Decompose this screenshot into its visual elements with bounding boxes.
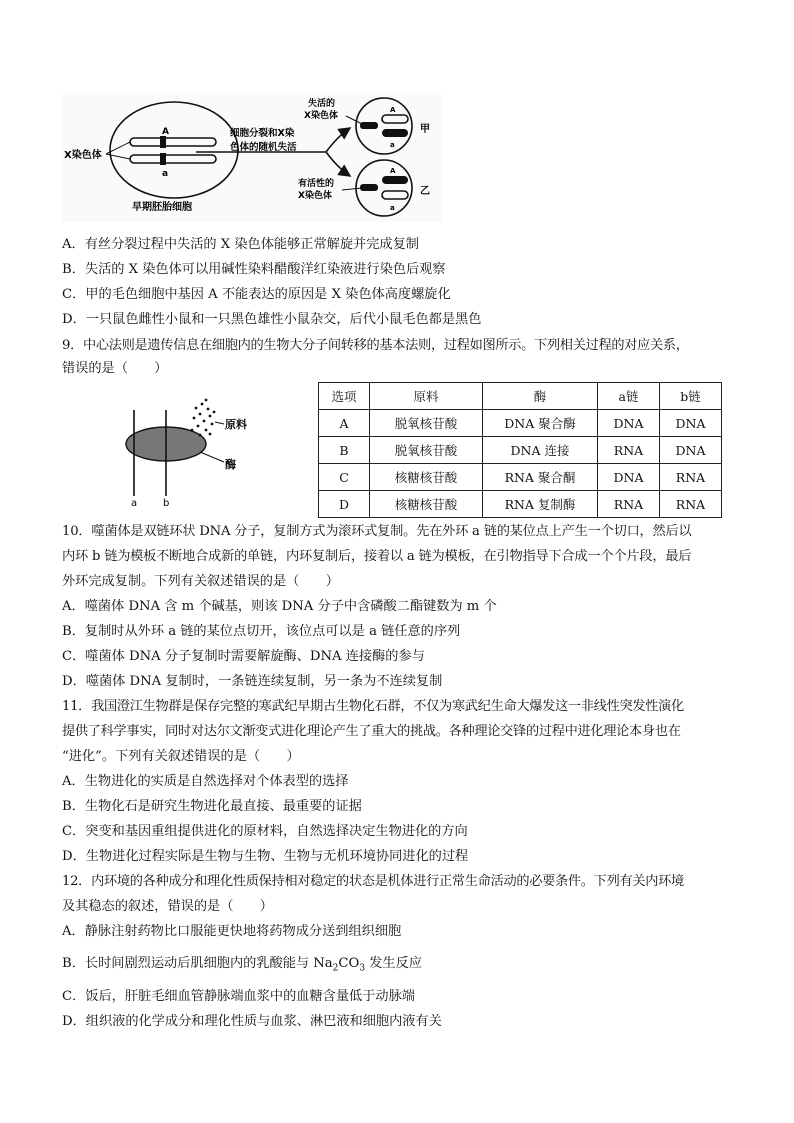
arrow-text-1: 细胞分裂和X染 — [230, 128, 295, 139]
cell-jia-label: 甲 — [420, 124, 430, 135]
svg-text:A: A — [390, 106, 396, 114]
active-x-label-2: X染色体 — [298, 191, 332, 201]
active-x-label-1: 有活性的 — [298, 179, 335, 189]
q11-stem-line3: “进化”。下列有关叙述错误的是（ ） — [62, 749, 300, 764]
q11-option-c: C．突变和基因重组提供进化的原材料，自然选择决定生物进化的方向 — [62, 824, 468, 839]
q12-option-b — [62, 955, 422, 978]
svg-text:a: a — [390, 204, 395, 212]
q12-option-a: A．静脉注射药物比口服能更快地将药物成分送到组织细胞 — [62, 924, 402, 939]
strand-b-label: b — [163, 498, 170, 506]
formula-sub-2: 2 — [332, 963, 339, 974]
x-chromosome-label: X染色体 — [64, 150, 102, 161]
q10-stem-line1: 10．噬菌体是双链环状 DNA 分子，复制方式为滚环式复制。先在外环 a 链的某位点上产生一个切口，然后以 — [62, 524, 692, 539]
q10-option-a: A．噬菌体 DNA 含 m 个碱基，则该 DNA 分子中含磷酸二酯键数为 m 个 — [62, 599, 497, 614]
q8-option-b: B．失活的 X 染色体可以用碱性染料醋酸洋红染液进行染色后观察 — [62, 262, 446, 277]
table-cell: RNA 聚合酮 — [483, 464, 598, 491]
table-header: 原料 — [370, 383, 483, 410]
table-cell: DNA — [598, 464, 660, 491]
q12-stem-line2: 及其稳态的叙述，错误的是（ ） — [62, 899, 273, 914]
q10-stem-line2: 内环 b 链为模板不断地合成新的单链，内环复制后，接着以 a 链为模板，在引物指导下合成一个个片段，最后 — [62, 549, 692, 564]
inactive-x-label-1: 失活的 — [308, 99, 336, 109]
strand-a-label: a — [131, 498, 138, 506]
q11-option-b: B．生物化石是研究生物进化最直接、最重要的证据 — [62, 799, 362, 814]
q11-option-d: D．生物进化过程实际是生物与生物、生物与无机环境协同进化的过程 — [62, 849, 469, 864]
table-cell: 核糖核苷酸 — [370, 464, 483, 491]
arrow-text-2: 色体的随机失活 — [230, 142, 297, 153]
gene-a-label: a — [162, 169, 169, 179]
table-cell: RNA — [660, 491, 722, 518]
q10-stem-line3: 外环完成复制。下列有关叙述错误的是（ ） — [62, 574, 339, 589]
q8-option-d: D．一只鼠色雌性小鼠和一只黑色雄性小鼠杂交，后代小鼠毛色都是黑色 — [62, 312, 482, 327]
cell-yi-label: 乙 — [420, 186, 430, 197]
table-cell: RNA — [660, 464, 722, 491]
table-cell: DNA 连接 — [483, 437, 598, 464]
table-cell: B — [319, 437, 370, 464]
table-cell: DNA — [660, 437, 722, 464]
gene-A-label: A — [162, 127, 169, 137]
x-inactivation-diagram — [62, 92, 442, 222]
inactive-x-label-2: X染色体 — [304, 111, 338, 121]
material-label: 原料 — [225, 418, 247, 431]
table-header: b链 — [660, 383, 722, 410]
q9-stem-line2: 错误的是（ ） — [62, 361, 168, 376]
table-row — [319, 464, 722, 491]
q12-option-d: D．组织液的化学成分和理化性质与血浆、淋巴液和细胞内液有关 — [62, 1014, 442, 1029]
table-cell: DNA 聚合酶 — [483, 410, 598, 437]
table-cell: DNA — [660, 410, 722, 437]
table-cell: A — [319, 410, 370, 437]
enzyme-label: 酶 — [225, 458, 236, 471]
table-cell: DNA — [598, 410, 660, 437]
q10-option-c: C．噬菌体 DNA 分子复制时需要解旋酶、DNA 连接酶的参与 — [62, 649, 425, 664]
table-cell: 核糖核苷酸 — [370, 491, 483, 518]
table-cell: 脱氧核苷酸 — [370, 437, 483, 464]
table-row — [319, 437, 722, 464]
table-header: 酶 — [483, 383, 598, 410]
formula-na: Na — [313, 956, 333, 971]
table-cell: C — [319, 464, 370, 491]
svg-text:A: A — [390, 167, 396, 175]
table-cell: 脱氧核苷酸 — [370, 410, 483, 437]
q10-option-b: B．复制时从外环 a 链的某位点切开，该位点可以是 a 链任意的序列 — [62, 624, 461, 639]
table-row — [319, 410, 722, 437]
table-header-row — [319, 383, 722, 410]
q9-stem-line1: 9．中心法则是遗传信息在细胞内的生物大分子间转移的基本法则，过程如图所示。下列相关过程的对应关系， — [62, 338, 689, 353]
table-header: 选项 — [319, 383, 370, 410]
q11-option-a: A．生物进化的实质是自然选择对个体表型的选择 — [62, 774, 349, 789]
q11-stem-line2: 提供了科学事实，同时对达尔文渐变式进化理论产生了重大的挑战。各种理论交锋的过程中进化理论本身也在 — [62, 724, 681, 739]
formula-sub-3: 3 — [359, 963, 366, 974]
q12-stem-line1: 12．内环境的各种成分和理化性质保持相对稳定的状态是机体进行正常生命活动的必要条件。下列有关内环境 — [62, 874, 684, 889]
q11-stem-line1: 11．我国澄江生物群是保存完整的寒武纪早期古生物化石群，不仅为寒武纪生命大爆发这一非线性突发性演化 — [62, 699, 684, 714]
table-cell: RNA 复制酶 — [483, 491, 598, 518]
table-cell: RNA — [598, 491, 660, 518]
q12-option-b-tail: 发生反应 — [365, 956, 422, 971]
q8-option-a: A．有丝分裂过程中失活的 X 染色体能够正常解旋并完成复制 — [62, 237, 419, 252]
embryo-caption: 早期胚胎细胞 — [132, 202, 192, 213]
q9-options-table — [318, 382, 722, 518]
q8-option-c: C．甲的毛色细胞中基因 A 不能表达的原因是 X 染色体高度螺旋化 — [62, 287, 451, 302]
table-cell: RNA — [598, 437, 660, 464]
material-dots — [191, 399, 216, 437]
formula-co: CO — [338, 956, 360, 971]
central-dogma-figure — [120, 394, 270, 506]
q12-option-c: C．饭后，肝脏毛细血管静脉端血浆中的血糖含量低于动脉端 — [62, 989, 415, 1004]
q10-option-d: D．噬菌体 DNA 复制时，一条链连续复制，另一条为不连续复制 — [62, 674, 443, 689]
table-header: a链 — [598, 383, 660, 410]
svg-text:a: a — [390, 141, 395, 149]
table-row — [319, 491, 722, 518]
table-cell: D — [319, 491, 370, 518]
q12-option-b-text: B．长时间剧烈运动后肌细胞内的乳酸能与 — [62, 956, 314, 971]
